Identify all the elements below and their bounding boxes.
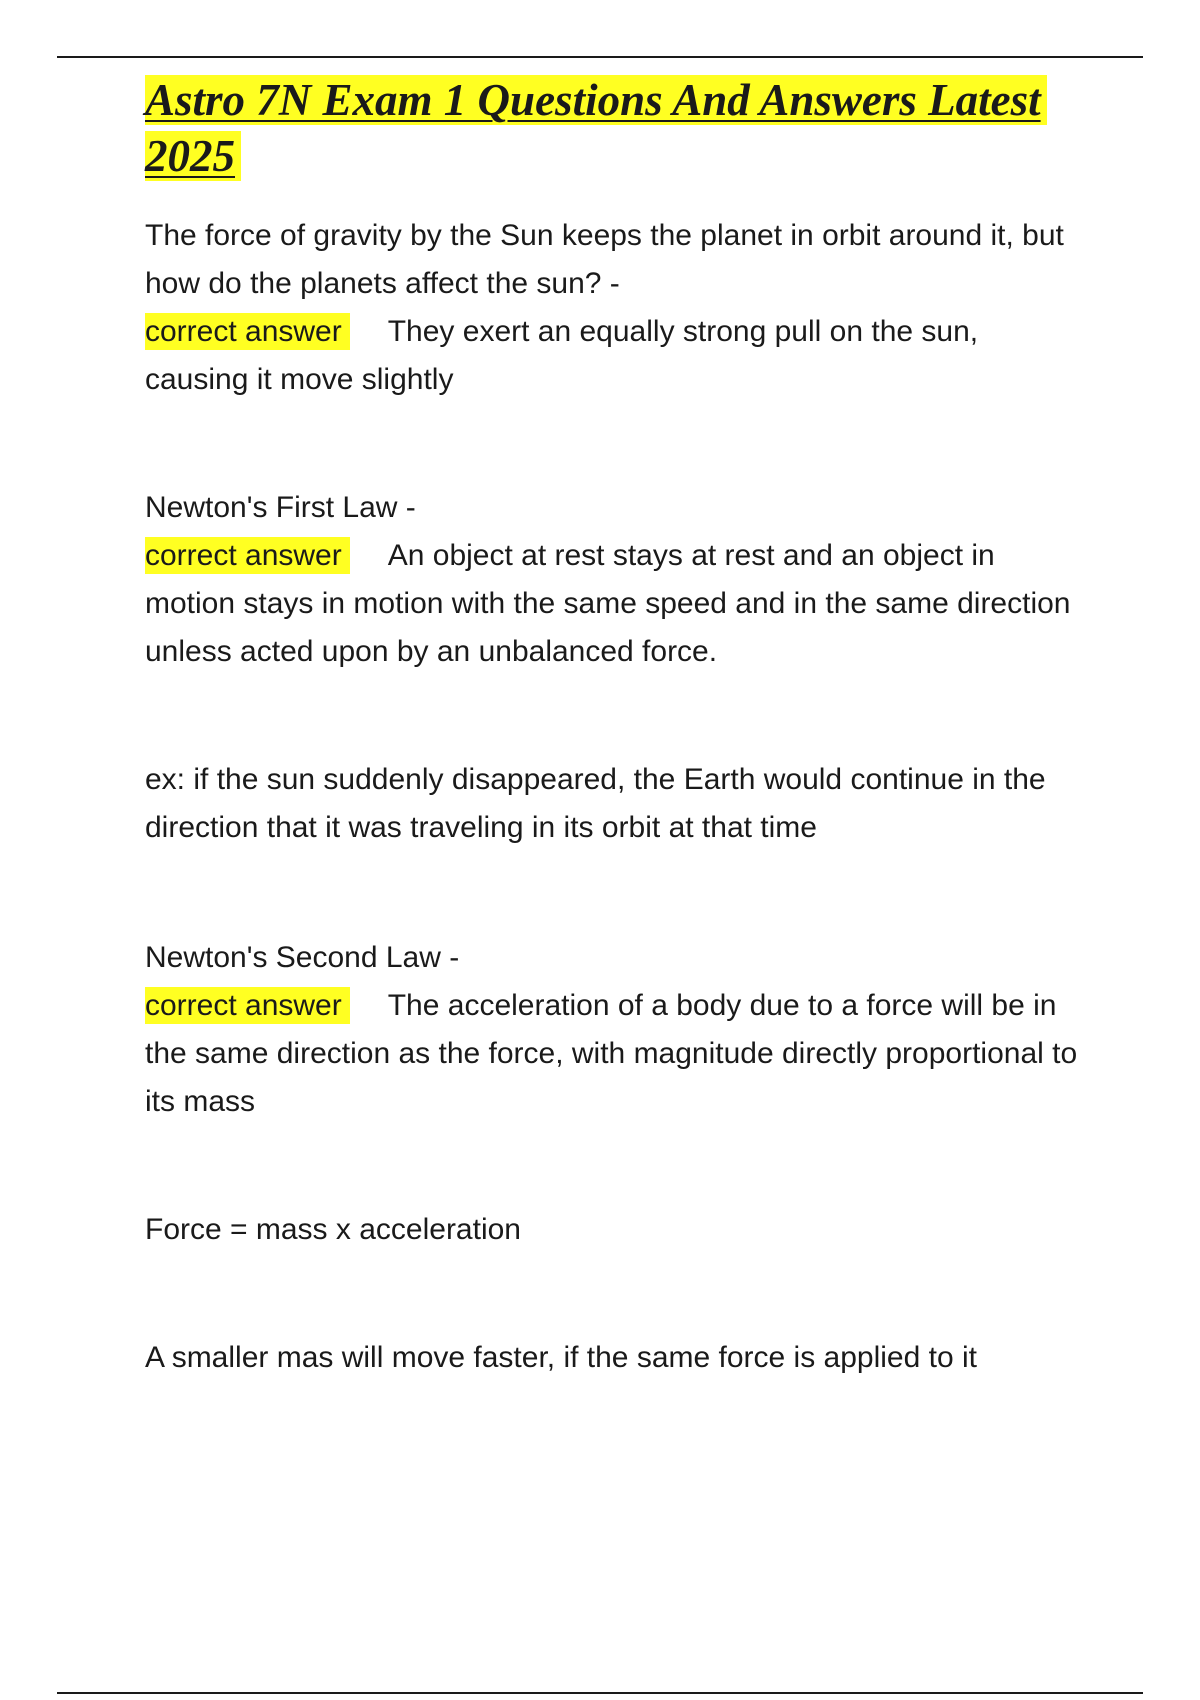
- answer-text: The acceleration of a body due to a force will be in the same direction as the force, with magnitude directly proportional to its mass: [145, 989, 1078, 1118]
- top-rule: [57, 56, 1143, 58]
- qa-item-1: [145, 212, 1085, 404]
- qa-item-3: [145, 934, 1085, 1126]
- answer-text: They exert an equally strong pull on the sun, causing it move slightly: [145, 315, 979, 396]
- correct-answer-label: correct answer: [145, 537, 350, 574]
- correct-answer-label: correct answer: [145, 313, 350, 350]
- note-item: ex: if the sun suddenly disappeared, the Earth would continue in the direction that it was traveling in its orbit at that time: [145, 763, 1046, 844]
- question-text: The force of gravity by the Sun keeps the planet in orbit around it, but how do the planets affect the sun? -: [145, 219, 1064, 300]
- correct-answer-label: correct answer: [145, 987, 350, 1024]
- note-item: A smaller mas will move faster, if the same force is applied to it: [145, 1341, 977, 1374]
- document-title: [145, 72, 1045, 184]
- title-highlight: Astro 7N Exam 1 Questions And Answers Latest 2025: [145, 75, 1047, 181]
- question-text: Newton's First Law -: [145, 491, 416, 524]
- bottom-rule: [57, 1692, 1143, 1694]
- question-text: Newton's Second Law -: [145, 941, 460, 974]
- answer-text: An object at rest stays at rest and an object in motion stays in motion with the same speed and in the same direction unless acted upon by an unbalanced force.: [145, 539, 1071, 668]
- note-item: Force = mass x acceleration: [145, 1213, 521, 1246]
- qa-item-2: [145, 484, 1085, 676]
